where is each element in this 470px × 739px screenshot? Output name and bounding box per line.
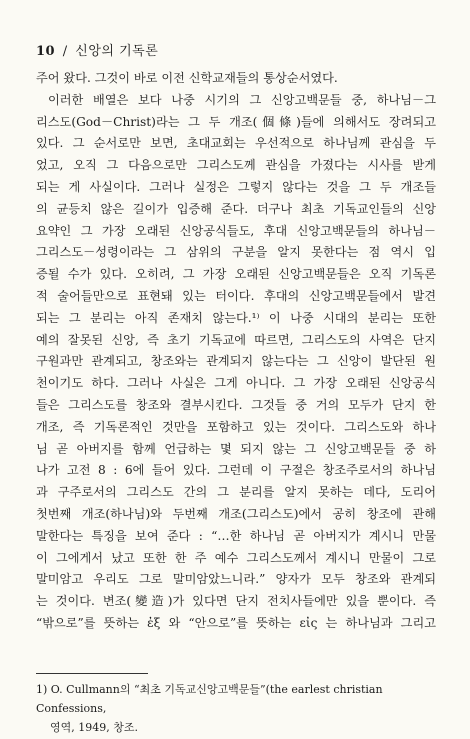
text-line: 되는 그 분리는 아직 존재치 않는다.¹⁾ 이 나중 시대의 분리는 또한 <box>36 310 436 325</box>
text-line: 이 그에게서 났고 또한 한 주 예수 그리스도께서 계시니 만물이 그로 <box>36 550 436 565</box>
text-line: 주어 왔다. 그것이 바로 이전 신학교재들의 통상순서였다. <box>36 71 338 85</box>
text-line: 었고, 오직 그 다음으로만 그리스도께 관심을 가졌다는 시사를 받게 <box>36 158 436 173</box>
text-line: 적 술어들만으로 표현돼 있는 터이다. 후대의 신앙고백문들에서 발견 <box>36 288 436 303</box>
text-line: 님 곧 아버지를 함께 언급하는 몇 되지 않는 그 신앙고백문들 중 하 <box>36 441 436 456</box>
page-number: 10 <box>36 44 56 59</box>
footnote-line: 1) O. Cullmann의 “최초 기독교신앙고백문들”(the earlest christian Confessions, <box>36 683 383 715</box>
text-line: 그리스도－성령이라는 그 삼위의 구분을 알지 못한다는 점 역시 입 <box>36 245 436 260</box>
text-line: 말한다는 특징을 보여 준다 : “…한 하나님 곧 아버지가 계시니 만물 <box>36 528 436 543</box>
text-line: 의 균등치 않은 길이가 입증해 준다. 더구나 최초 기독교인들의 신앙 <box>36 201 436 216</box>
footnote-line: 영역, 1949, 창조. <box>50 721 138 734</box>
text-line: 과 구주로서의 그리스도 간의 그 분리를 알지 못하는 데다, 도리어 <box>36 485 436 500</box>
text-line: 들은 그리스도를 창조와 결부시킨다. 그것들 중 거의 모두가 단지 한 <box>36 397 436 412</box>
text-line: 첫번째 개조(하나님)와 두번째 개조(그리스도)에서 공히 창조에 관해 <box>36 506 436 521</box>
text-line: 증될 수가 있다. 오히려, 그 가장 오래된 신앙고백문들은 오직 기독론 <box>36 267 436 282</box>
running-title: 신앙의 기독론 <box>75 44 159 59</box>
text-line: 예의 잘못된 신앙, 즉 초기 기독교에 따르면, 그리스도의 사역은 단지 <box>36 332 436 347</box>
header-separator: / <box>62 44 68 59</box>
text-line: 나가 고전 8 : 6에 들어 있다. 그런데 이 구절은 창조주로서의 하나님 <box>36 463 436 478</box>
text-line: 천이기도 하다. 그러나 사실은 그게 아니다. 그 가장 오래된 신앙공식 <box>36 376 436 391</box>
text-line: 이러한 배열은 보다 나중 시기의 그 신앙고백문들 중, 하나님－그 <box>48 92 436 107</box>
running-header <box>36 40 158 59</box>
text-line: 되는 게 사실이다. 그러나 실정은 그렇지 않다는 것을 그 두 개조들 <box>36 179 436 194</box>
text-line: 있다. 그 순서로만 보면, 초대교회는 우선적으로 하나님께 관심을 두 <box>36 136 436 151</box>
body-text <box>36 68 436 635</box>
text-line: 개조, 즉 기독론적인 것만을 포함하고 있는 것이다. 그리스도와 하나 <box>36 419 436 434</box>
text-line: 구원과만 관계되고, 창조와는 관계되지 않는다는 그 신앙이 발단된 원 <box>36 354 436 369</box>
text-line: 는 것이다. 변조(變造)가 있다면 단지 전치사들에만 있을 뿐이다. 즉 <box>36 594 436 609</box>
text-line: 말미암고 우리도 그로 말미암았느니라.” 양자가 모두 창조와 관계되 <box>36 572 436 587</box>
text-line: “밖으로”를 뜻하는 ἐξ 와 “안으로”를 뜻하는 εἰς 는 하나님과 그리고 <box>36 615 436 630</box>
footnote <box>36 680 436 737</box>
text-line: 요약인 그 가장 오래된 신앙공식들도, 후대 신앙고백문들의 하나님－ <box>36 223 436 238</box>
footnote-divider <box>36 673 148 674</box>
text-line: 리스도(God－Christ)라는 그 두 개조(個條)들에 의해서도 장려되고 <box>36 114 436 129</box>
